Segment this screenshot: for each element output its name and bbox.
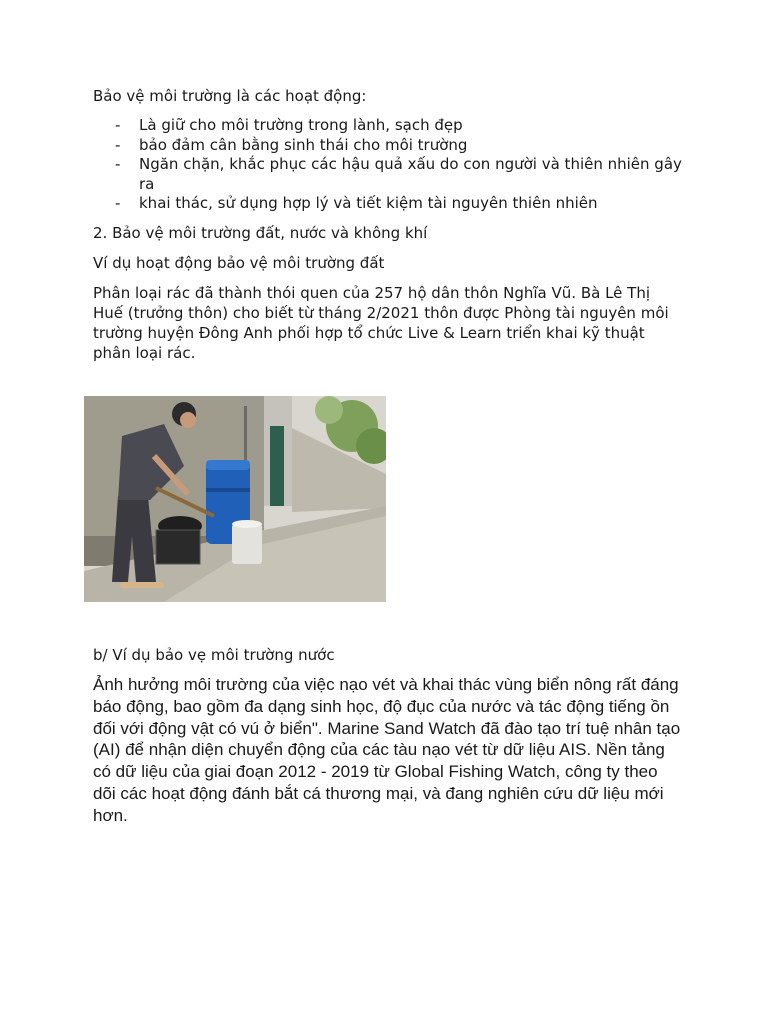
list-item-text: bảo đảm cân bằng sinh thái cho môi trường <box>139 135 468 154</box>
list-item <box>93 155 693 194</box>
list-marker: - <box>115 155 121 173</box>
soil-example-heading: Ví dụ hoạt động bảo vệ môi trường đất <box>93 254 385 272</box>
list-item-text: Ngăn chặn, khắc phục các hậu quả xấu do con người và thiên nhiên gây ra <box>139 155 682 193</box>
water-paragraph: Ảnh hưởng môi trường của việc nạo vét và khai thác vùng biển nông rất đáng báo động, bao gồm đa dạng sinh học, độ đục của nước và tác động tiếng ồn đối với động vật có vú ở biển". Marine Sand Watch đã đào tạo trí tuệ nhân tạo (AI) để nhận diện chuyển động của các tàu nạo vét từ dữ liệu AIS. Nền tảng có dữ liệu của giai đoạn 2012 - 2019 từ Global Fishing Watch, công ty theo dõi các hoạt động đánh bắt cá thương mại, và đang nghiên cứu dữ liệu mới hơn. <box>93 675 681 825</box>
list-item <box>93 116 693 136</box>
list-marker: - <box>115 194 121 212</box>
intro-text: Bảo vệ môi trường là các hoạt động: <box>93 87 367 105</box>
section-heading: 2. Bảo vệ môi trường đất, nước và không khí <box>93 224 428 242</box>
water-example-heading: b/ Ví dụ bảo vẹ môi trường nước <box>93 646 335 664</box>
waste-sorting-photo <box>84 396 386 602</box>
list-item-text: khai thác, sử dụng hợp lý và tiết kiệm tài nguyên thiên nhiên <box>139 194 598 212</box>
soil-paragraph: Phân loại rác đã thành thói quen của 257 hộ dân thôn Nghĩa Vũ. Bà Lê Thị Huế (trưởng thôn) cho biết từ tháng 2/2021 thôn được Phòng tài nguyên môi trường huyện Đông Anh phối hợp tổ chức Live & Learn triển khai kỹ thuật phân loại rác. <box>93 284 669 362</box>
list-item <box>93 194 693 214</box>
list-marker: - <box>115 116 121 134</box>
list-item-text: Là giữ cho môi trường trong lành, sạch đẹp <box>139 116 463 134</box>
list-marker: - <box>115 135 121 154</box>
activity-list <box>93 116 693 214</box>
list-item <box>93 136 693 156</box>
